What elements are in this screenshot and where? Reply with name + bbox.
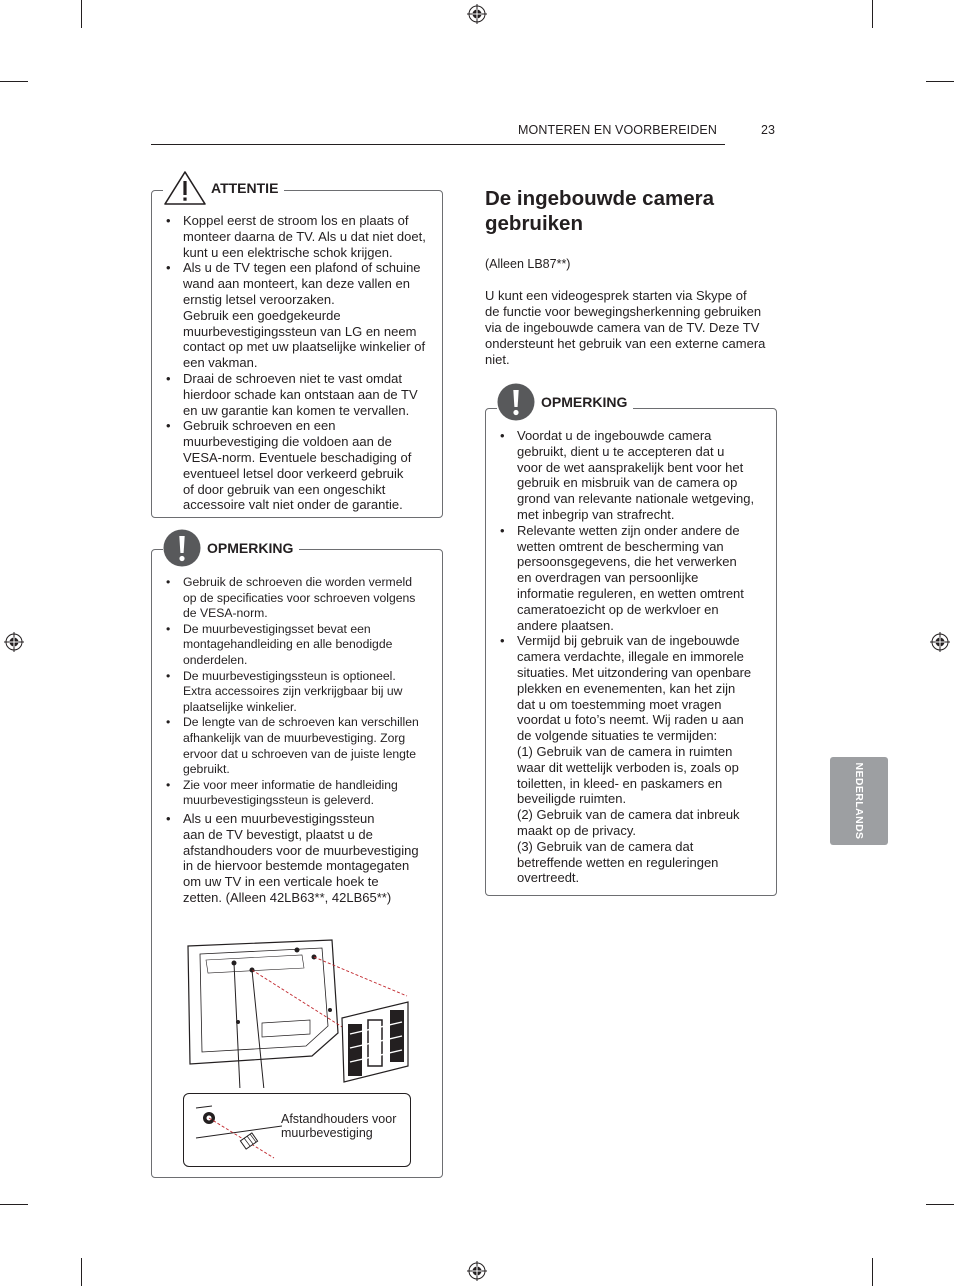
camera-section-heading: De ingebouwde camera gebruiken	[485, 187, 714, 235]
list-item: • Gebruik schroeven en een muurbevestiging die voldoen aan de VESA-norm. Eventuele beschadiging of eventueel letsel door verkeerd gebruik of door gebruik van een ongeschikt accessoire valt niet onder de garantie.	[166, 418, 436, 513]
registration-mark-icon	[467, 4, 487, 24]
registration-mark-icon	[930, 632, 950, 652]
warning-triangle-icon	[163, 170, 207, 206]
attention-title: ATTENTIE	[211, 180, 279, 196]
crop-mark	[872, 1258, 873, 1286]
list-item: • De muurbevestigingsset bevat een montagehandleiding en alle benodigde onderdelen.	[166, 622, 438, 669]
camera-model-note: (Alleen LB87**)	[485, 257, 571, 271]
crop-mark	[926, 81, 954, 82]
crop-mark	[0, 81, 28, 82]
note-title-left: OPMERKING	[207, 540, 294, 556]
note-box-left	[151, 549, 443, 1178]
list-item: • Vermijd bij gebruik van de ingebouwde camera verdachte, illegale en immorele situaties. Met uitzondering van openbare plekken en evenementen, kan het zijn dat u om toestemming moet vragen voordat u foto’s neemt. Wij raden u aan de volgende situaties te vermijden: (1) Gebruik van de camera in ruimten waar dit wettelijk verboden is, zoals op toiletten, in kleed- en paskamers en beveiligde ruimten. (2) Gebruik van de camera dat inbreuk maakt op de privacy. (3) Gebruik van de camera dat betreffende wetten en reguleringen overtreedt.	[500, 633, 772, 886]
crop-mark	[0, 1204, 28, 1205]
note-box-right	[485, 408, 777, 896]
registration-mark-icon	[4, 632, 24, 652]
language-tab-label: NEDERLANDS	[853, 762, 865, 840]
note-title-right: OPMERKING	[541, 394, 628, 410]
list-item: • Als u een muurbevestigingssteun aan de TV bevestigt, plaatst u de afstandhouders voor de muurbevestiging in de hiervoor bestemde montagegaten om uw TV in een verticale hoek te zetten. (Alleen 42LB63**, 42LB65**)	[166, 811, 438, 906]
illustration-caption: Afstandhouders voor muurbevestiging	[281, 1112, 397, 1140]
note-list-right	[500, 428, 772, 886]
crop-mark	[81, 0, 82, 28]
wall-mount-illustration	[182, 938, 412, 1088]
list-item: • Gebruik de schroeven die worden vermeld op de specificaties voor schroeven volgens de VESA-norm.	[166, 575, 438, 622]
list-item: • Voordat u de ingebouwde camera gebruikt, dient u te accepteren dat u voor de wet aansprakelijk bent voor het gebruik en misbruik van de camera op grond van relevante nationale wetgeving, met inbegrip van strafrecht.	[500, 428, 772, 523]
attention-header	[163, 170, 284, 206]
header-divider	[151, 144, 725, 145]
list-item: • Zie voor meer informatie de handleiding muurbevestigingssteun is geleverd.	[166, 778, 438, 809]
list-item: • De muurbevestigingssteun is optioneel. Extra accessoires zijn verkrijgbaar bij uw plaatselijke winkelier.	[166, 669, 438, 716]
list-item: • Relevante wetten zijn onder andere de wetten omtrent de bescherming van persoonsgegevens, die het verwerken en overdragen van persoonlijke informatie reguleren, en wetten omtrent cameratoezicht op de werkvloer en andere plaatsen.	[500, 523, 772, 634]
list-item: • Als u de TV tegen een plafond of schuine wand aan monteert, kan deze vallen en ernstig letsel veroorzaken. Gebruik een goedgekeurde muurbevestigingssteun van LG en neem contact op met uw plaatselijke winkelier of een vakman.	[166, 260, 436, 371]
list-item: • De lengte van de schroeven kan verschillen afhankelijk van de muurbevestiging. Zorg ervoor dat u schroeven van de juiste lengte gebruikt.	[166, 715, 438, 777]
spacer-detail-drawing	[192, 1098, 282, 1160]
list-item: • Draai de schroeven niet te vast omdat hierdoor schade kan ontstaan aan de TV en uw garantie kan komen te vervallen.	[166, 371, 436, 418]
crop-mark	[872, 0, 873, 28]
exclamation-circle-icon	[163, 529, 201, 567]
attention-box	[151, 190, 443, 518]
attention-list	[166, 213, 436, 513]
registration-mark-icon	[467, 1261, 487, 1281]
page-number: 23	[761, 123, 775, 137]
note-list-left	[166, 575, 438, 906]
crop-mark	[81, 1258, 82, 1286]
camera-intro-text: U kunt een videogesprek starten via Skype of de functie voor bewegingsherkenning gebruiken via de ingebouwde camera van de TV. Deze TV ondersteunt het gebruik van een externe camera niet.	[485, 288, 766, 367]
list-item: • Koppel eerst de stroom los en plaats of monteer daarna de TV. Als u dat niet doet, kunt u een elektrische schok krijgen.	[166, 213, 436, 260]
note-header-right	[497, 383, 633, 421]
note-header-left	[163, 529, 299, 567]
exclamation-circle-icon	[497, 383, 535, 421]
header-section-title: MONTEREN EN VOORBEREIDEN	[518, 123, 717, 137]
crop-mark	[926, 1204, 954, 1205]
language-side-tab	[830, 757, 888, 845]
